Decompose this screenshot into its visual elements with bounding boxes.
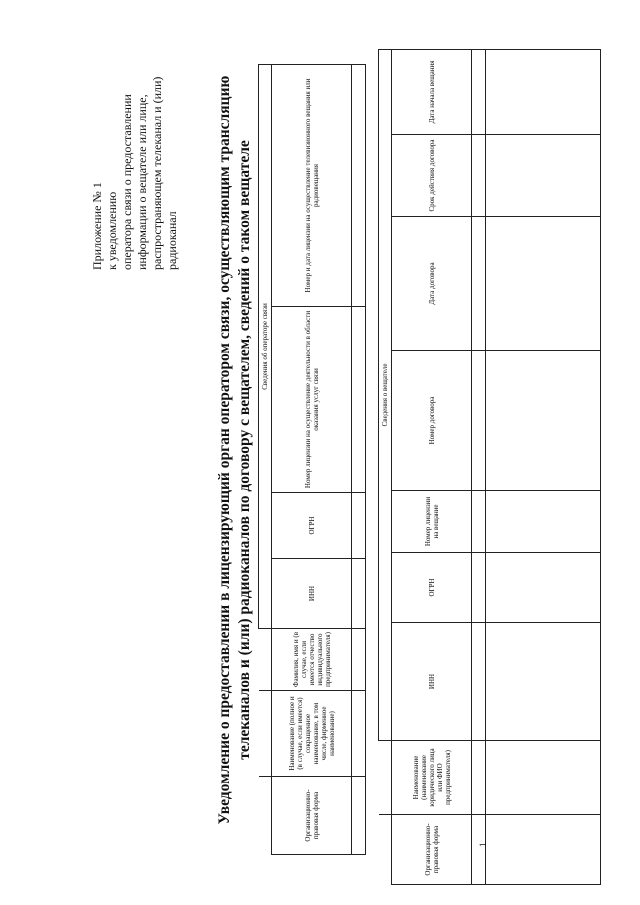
table-cell [472, 351, 486, 491]
column-header: Наименование (наименование юридического лица или ФИО предпринимателя) [392, 741, 472, 815]
operator-group-header: Сведения об операторе связи [259, 64, 272, 628]
table-row [486, 49, 601, 884]
column-header: Срок действия договора [392, 135, 472, 217]
operator-info-table [258, 64, 366, 855]
column-header: Организационно-правовая форма [272, 777, 352, 855]
column-header: Номер лицензии на вещание [392, 491, 472, 553]
table-cell [486, 49, 601, 134]
table-cell [472, 491, 486, 553]
column-header: Номер договора [392, 351, 472, 491]
table-cell [352, 493, 366, 559]
appendix-line: информации о вещателе или лице, [135, 94, 149, 270]
column-header: Номер и дата лицензии на осуществление телевизионного вещания или радиовещания [272, 64, 352, 306]
table-cell [486, 351, 601, 491]
table-cell [352, 559, 366, 629]
column-header: Номер лицензии на осуществление деятельности в области оказания услуг связи [272, 307, 352, 493]
column-header: ОГРН [272, 493, 352, 559]
table-cell [472, 49, 486, 134]
appendix-line: радиоканал [165, 211, 179, 270]
table-cell [472, 217, 486, 351]
table-row [352, 64, 366, 854]
table-cell [352, 629, 366, 691]
table-cell [486, 741, 601, 815]
table-cell [472, 135, 486, 217]
table-cell [472, 815, 486, 885]
title-line-2: телеканалов и (или) радиоканалов по договору с вещателем, сведений о таком вещателе [236, 140, 253, 760]
table-cell [472, 623, 486, 741]
table-cell [486, 135, 601, 217]
column-header: Дата начала вещания [392, 49, 472, 134]
table-cell [486, 553, 601, 623]
appendix-line: оператора связи о предоставлении [120, 94, 134, 270]
document-title [215, 35, 255, 865]
appendix-line: Приложение № 1 [90, 182, 104, 270]
column-header: ИНН [392, 623, 472, 741]
column-header: Наименование (полное и (в случае, если имеется) сокращенное наименование, в том числе, фирменное наименование) [272, 691, 352, 777]
appendix-line: к уведомлению [105, 191, 119, 270]
table-cell [472, 741, 486, 815]
table-cell [352, 777, 366, 855]
appendix-caption [90, 10, 180, 270]
appendix-line: распространяющем телеканал и (или) [150, 76, 164, 270]
table-cell [352, 307, 366, 493]
table-cell [352, 691, 366, 777]
table-cell [472, 553, 486, 623]
table-cell [486, 217, 601, 351]
table-cell [486, 491, 601, 553]
table-row [472, 49, 486, 884]
table-cell [486, 815, 601, 885]
table-cell [486, 623, 601, 741]
page-number: 1 [478, 842, 488, 847]
column-header: ОГРН [392, 553, 472, 623]
column-header: Дата договора [392, 217, 472, 351]
broadcaster-group-header: Сведения о вещателе [379, 49, 392, 740]
broadcaster-info-table [378, 49, 601, 885]
title-line-1: Уведомление о предоставлении в лицензирующий орган оператором связи, осуществляющим трансляцию [216, 75, 233, 825]
column-header: Организационно-правовая форма [392, 815, 472, 885]
column-header: Фамилия, имя и (в случае, если имеется отчество индивидуального предпринимателя) [272, 629, 352, 691]
column-header: ИНН [272, 559, 352, 629]
table-cell [352, 64, 366, 306]
